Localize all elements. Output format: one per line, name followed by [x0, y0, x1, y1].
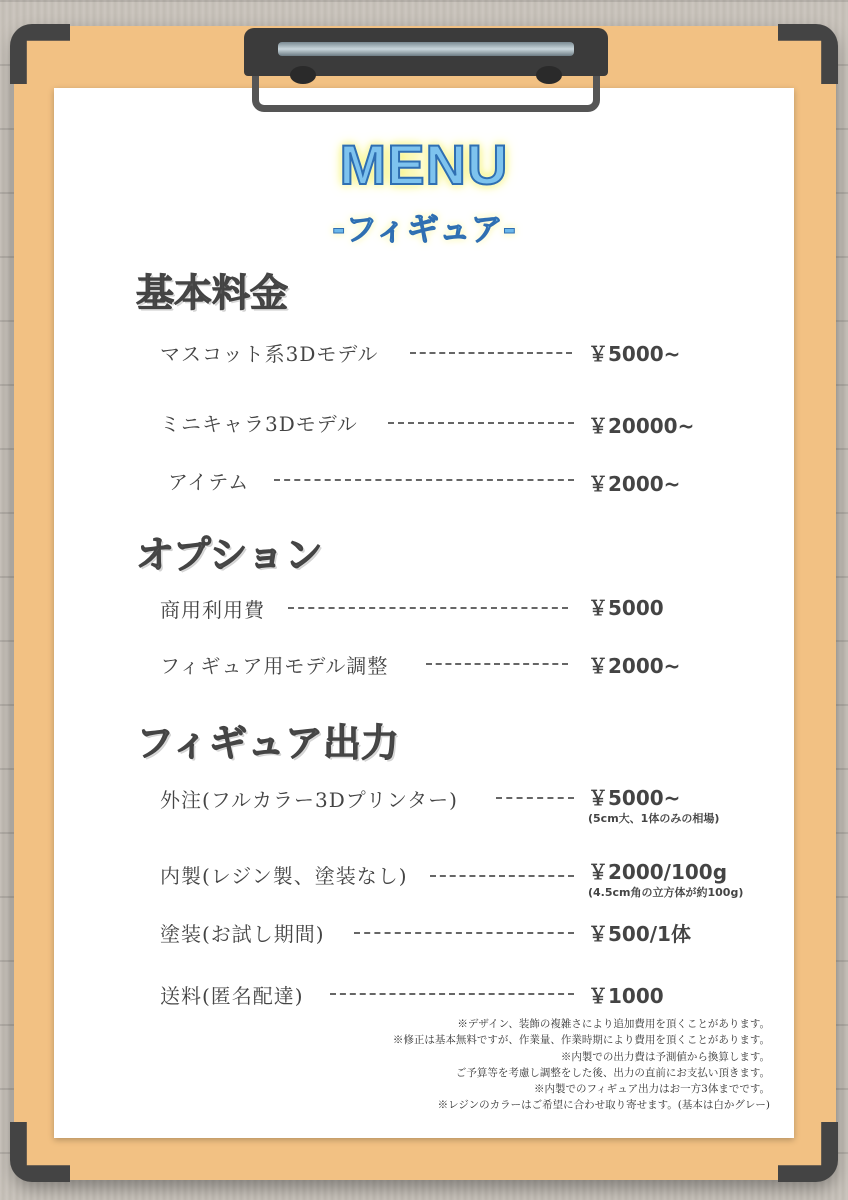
leader-dashes: [430, 875, 574, 877]
footnotes: [393, 1016, 770, 1114]
menu-item-price: ￥2000~: [588, 472, 681, 496]
menu-item-price: ￥1000: [588, 984, 664, 1008]
leader-dashes: [426, 663, 568, 665]
leader-dashes: [274, 479, 574, 481]
menu-item-label: アイテム: [168, 470, 250, 494]
menu-item-label: 内製(レジン製、塗装なし): [160, 864, 408, 888]
menu-title: MENU: [339, 133, 509, 196]
menu-item-label: 塗装(お試し期間): [160, 922, 325, 946]
menu-item-price: ￥5000~: [588, 786, 681, 810]
footnote-line: ※デザイン、装飾の複雑さにより追加費用を頂くことがあります。: [457, 1018, 770, 1030]
section-title-options: オプション: [136, 533, 323, 577]
menu-item-price: ￥5000~: [588, 342, 681, 366]
menu-item-label: フィギュア用モデル調整: [160, 654, 389, 678]
price-note: (4.5cm角の立方体が約100g): [588, 886, 744, 899]
leader-dashes: [388, 422, 574, 424]
footnote-line: ご予算等を考慮し調整をした後、出力の直前にお支払い頂きます。: [455, 1066, 770, 1079]
leader-dashes: [496, 797, 574, 799]
menu-item-label: ミニキャラ3Dモデル: [160, 412, 358, 436]
footnote-line: ※修正は基本無料ですが、作業量、作業時期により費用を頂くことがあります。: [392, 1034, 770, 1047]
leader-dashes: [330, 993, 574, 995]
menu-item-label: 外注(フルカラー3Dプリンター): [160, 788, 458, 812]
menu-item-label: マスコット系3Dモデル: [160, 342, 379, 366]
menu-item-price: ￥2000/100g: [588, 860, 728, 884]
menu-item-label: 商用利用費: [160, 598, 265, 622]
section-title-figure-output: フィギュア出力: [136, 721, 399, 765]
menu-item-price: ￥20000~: [588, 414, 695, 438]
footnote-line: ※内製での出力費は予測値から換算します。: [560, 1050, 770, 1063]
menu-subtitle: -フィギュア-: [331, 210, 516, 248]
menu-item-label: 送料(匿名配達): [160, 984, 304, 1008]
leader-dashes: [410, 352, 572, 354]
section-title-basic-fee: 基本料金: [136, 271, 289, 315]
price-note: (5cm大、1体のみの相場): [588, 812, 720, 825]
menu-item-price: ￥500/1体: [588, 922, 691, 946]
menu-item-price: ￥5000: [588, 596, 664, 620]
footnote-line: ※内製でのフィギュア出力はお一方3体までです。: [534, 1083, 770, 1096]
menu-item-price: ￥2000~: [588, 654, 681, 678]
footnote-line: ※レジンのカラーはご希望に合わせ取り寄せます。(基本は白かグレー): [437, 1099, 770, 1112]
clipboard-clip: [244, 28, 608, 114]
leader-dashes: [354, 932, 574, 934]
leader-dashes: [288, 607, 568, 609]
